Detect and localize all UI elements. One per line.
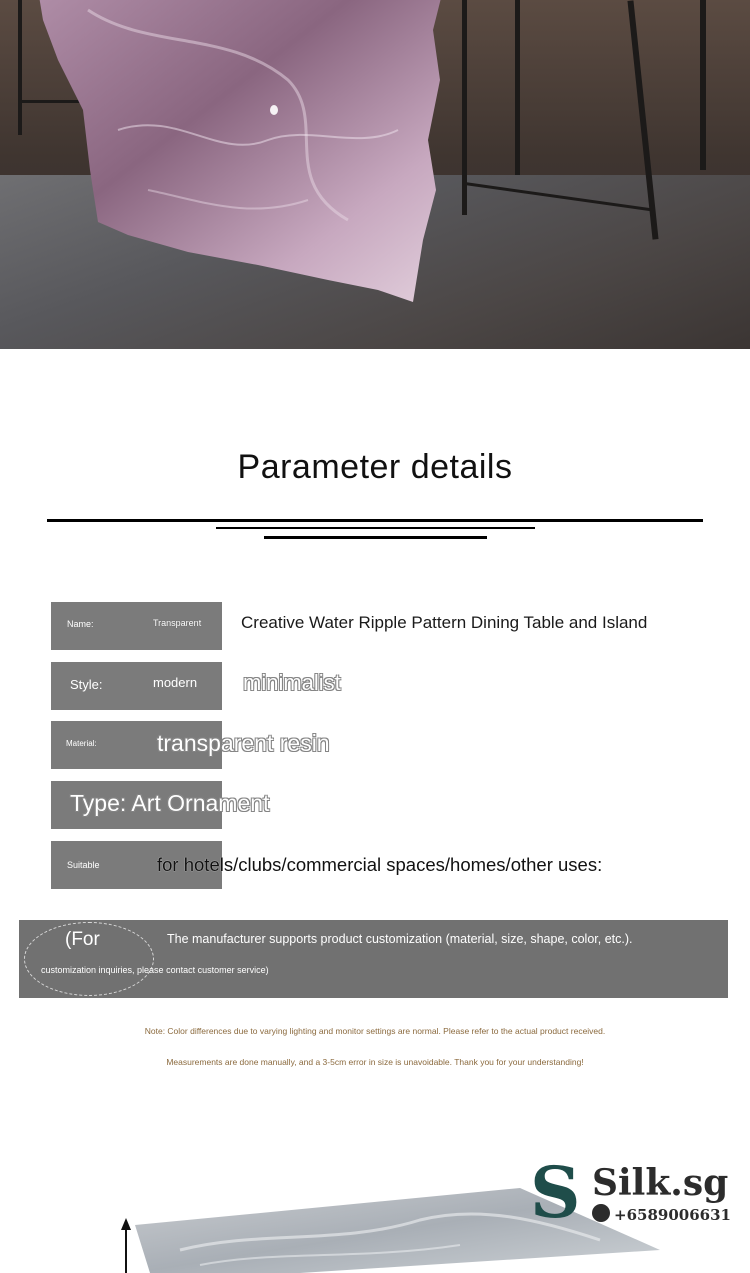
divider-line — [216, 527, 535, 529]
name-description: Creative Water Ripple Pattern Dining Table and Island — [241, 613, 648, 632]
stool-leg — [515, 0, 520, 175]
banner-line-1: The manufacturer supports product customization (material, size, shape, color, etc.). — [167, 932, 633, 946]
banner-for-label: (For — [65, 929, 100, 950]
name-label: Name: — [67, 619, 94, 629]
section-title: Parameter details — [237, 448, 513, 486]
style-extra: minimalist — [243, 670, 341, 695]
logo-phone: +6589006631 — [614, 1206, 731, 1224]
style-value: modern — [153, 675, 198, 690]
stool-leg — [700, 0, 706, 170]
name-value: Transparent — [153, 618, 202, 628]
note-measurement: Measurements are done manually, and a 3-5cm error in size is unavoidable. Thank you for your understanding! — [166, 1057, 584, 1067]
divider-line — [264, 536, 487, 539]
hero-product-photo — [0, 0, 750, 349]
style-label: Style: — [70, 677, 103, 692]
note-color: Note: Color differences due to varying lighting and monitor settings are normal. Please refer to the actual product received. — [144, 1026, 606, 1036]
divider-line — [47, 519, 703, 522]
suitable-value: for hotels/clubs/commercial spaces/homes/other uses: — [157, 854, 603, 875]
stool-leg — [18, 0, 22, 135]
type-value: Type: Art Ornament — [70, 790, 270, 816]
arrow-up-icon — [121, 1218, 131, 1230]
logo-letter: S — [530, 1151, 581, 1234]
suitable-label: Suitable — [67, 860, 100, 870]
whatsapp-icon — [592, 1204, 610, 1222]
material-value: transparent resin — [157, 730, 330, 756]
logo-brand: Silk.sg — [592, 1162, 729, 1204]
crystal-table-base — [28, 0, 448, 302]
material-label: Material: — [66, 739, 97, 748]
banner-line-2: customization inquiries, please contact customer service) — [41, 965, 269, 975]
